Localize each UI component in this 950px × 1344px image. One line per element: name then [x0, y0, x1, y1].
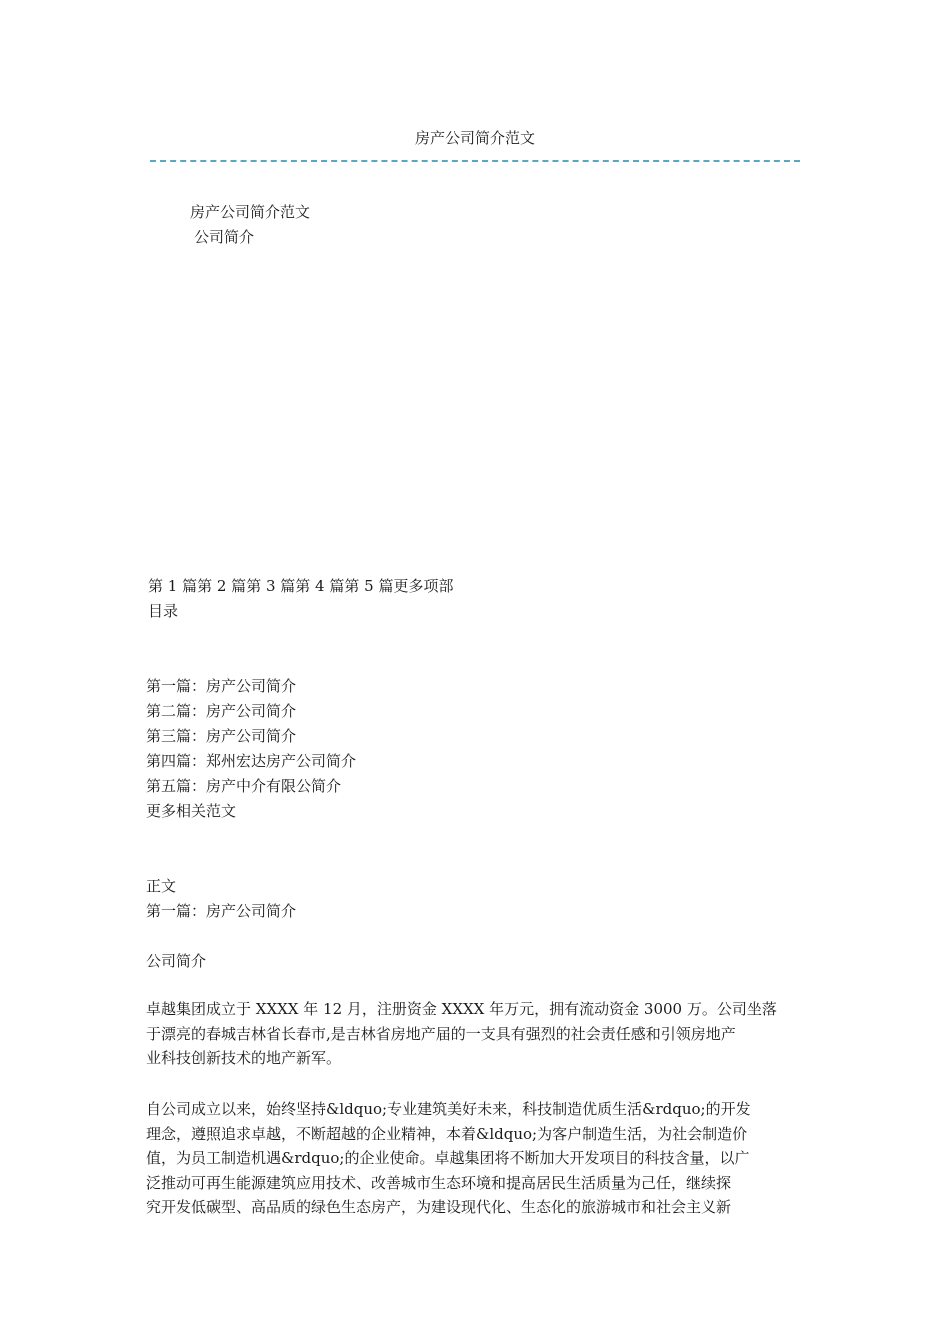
chapter-link-2[interactable]: 第 2 篇 — [197, 577, 247, 595]
chapter-link-more[interactable]: 更多项部 — [393, 577, 454, 595]
section-heading: 公司简介 — [146, 952, 207, 970]
paragraph-line: 理念，遵照追求卓越，不断超越的企业精神，本着&ldquo;为客户制造生活，为社会制造价 — [146, 1124, 748, 1143]
chapter-link-5[interactable]: 第 5 篇 — [344, 577, 394, 595]
paragraph-1 — [146, 997, 810, 1071]
paragraph-line: 值，为员工制造机遇&rdquo;的企业使命。卓越集团将不断加大开发项目的科技含量，以广 — [146, 1149, 750, 1167]
table-of-contents — [146, 674, 356, 824]
intro-block — [190, 200, 310, 250]
chapter-link-3[interactable]: 第 3 篇 — [246, 577, 296, 595]
header-divider — [150, 160, 800, 162]
paragraph-line: 究开发低碳型、高品质的绿色生态房产，为建设现代化、生态化的旅游城市和社会主义新 — [146, 1198, 732, 1216]
toc-item-3[interactable]: 第三篇：房产公司简介 — [146, 727, 297, 745]
body-label: 正文 — [146, 877, 177, 895]
body-start — [146, 874, 296, 924]
toc-item-4[interactable]: 第四篇：郑州宏达房产公司简介 — [146, 752, 357, 770]
toc-item-2[interactable]: 第二篇：房产公司简介 — [146, 702, 297, 720]
intro-title: 房产公司简介范文 — [190, 203, 311, 221]
paragraph-2 — [146, 1097, 810, 1220]
paragraph-line: 自公司成立以来，始终坚持&ldquo;专业建筑美好未来，科技制造优质生活&rdquo;的开发 — [146, 1100, 751, 1118]
intro-subtitle: 公司简介 — [194, 228, 255, 246]
chapter-link-4[interactable]: 第 4 篇 — [295, 577, 345, 595]
toc-item-1[interactable]: 第一篇：房产公司简介 — [146, 677, 297, 695]
paragraph-line: 泛推动可再生能源建筑应用技术、改善城市生态环境和提高居民生活质量为己任，继续探 — [146, 1173, 732, 1192]
chapter-links — [148, 574, 453, 599]
first-section-title: 第一篇：房产公司简介 — [146, 902, 297, 920]
paragraph-line: 卓越集团成立于 XXXX 年 12 月，注册资金 XXXX 年万元，拥有流动资金 3000 万。公司坐落 — [146, 1000, 777, 1018]
chapter-navigation — [148, 574, 453, 624]
toc-item-5[interactable]: 第五篇：房产中介有限公简介 — [146, 777, 342, 795]
header-title: 房产公司简介范文 — [414, 129, 535, 147]
paragraph-line: 业科技创新技术的地产新军。 — [146, 1049, 342, 1067]
paragraph-line: 于漂亮的春城吉林省长春市,是吉林省房地产届的一支具有强烈的社会责任感和引领房地产 — [146, 1024, 736, 1043]
chapter-link-1[interactable]: 第 1 篇 — [148, 577, 198, 595]
toc-item-more[interactable]: 更多相关范文 — [146, 802, 237, 820]
toc-label: 目录 — [148, 602, 179, 620]
